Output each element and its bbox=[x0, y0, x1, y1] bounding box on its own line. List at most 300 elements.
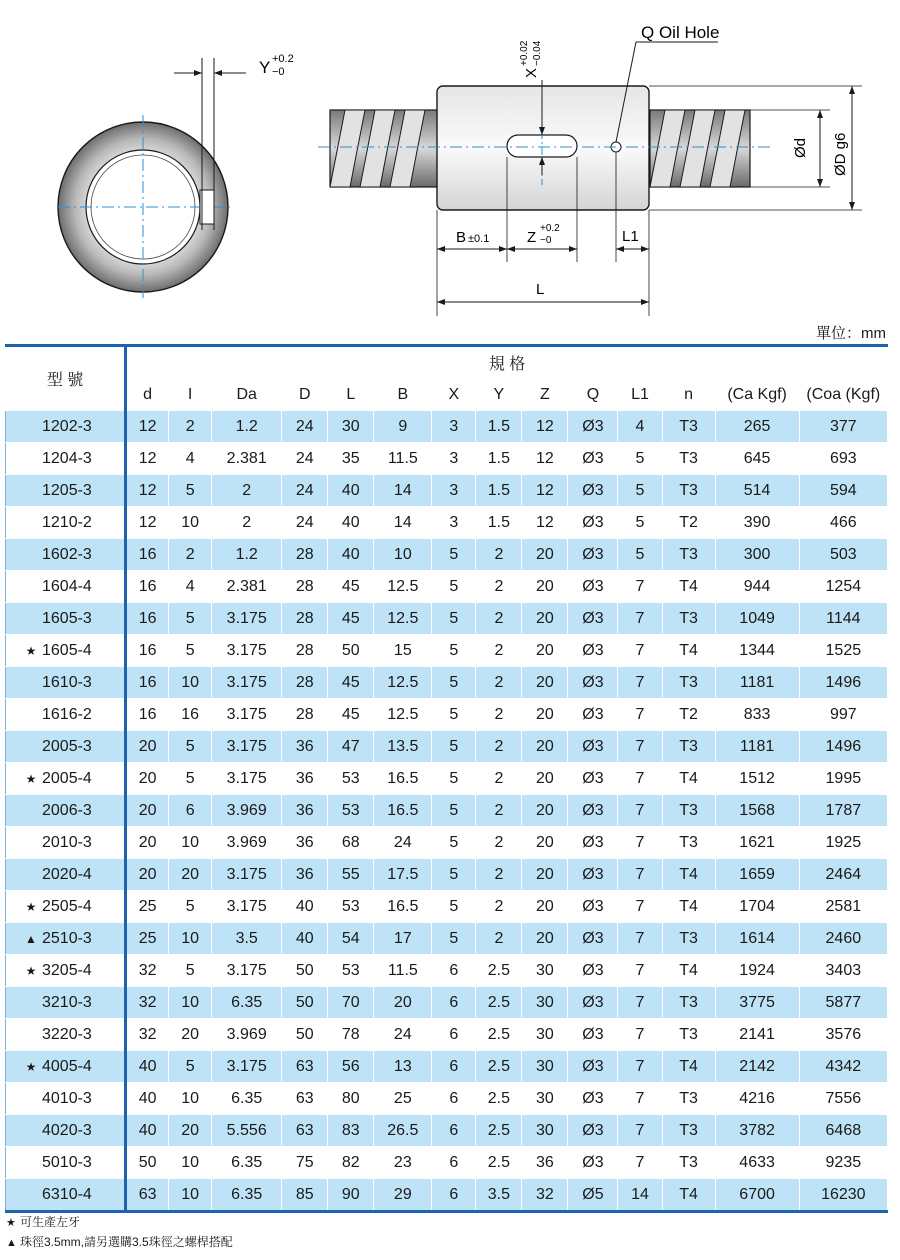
table-cell: 7 bbox=[618, 699, 662, 731]
table-cell: 16230 bbox=[799, 1179, 887, 1212]
table-cell: 1512 bbox=[715, 763, 799, 795]
table-cell: 14 bbox=[374, 507, 432, 539]
table-cell: 390 bbox=[715, 507, 799, 539]
table-cell: 1496 bbox=[799, 731, 887, 763]
table-cell: T4 bbox=[662, 571, 715, 603]
table-cell: 30 bbox=[522, 1051, 568, 1083]
table-cell: 645 bbox=[715, 443, 799, 475]
table-cell: 5 bbox=[432, 699, 476, 731]
table-cell: 300 bbox=[715, 539, 799, 571]
y-tol-upper: +0.2 bbox=[272, 53, 294, 65]
table-cell: 3.5 bbox=[476, 1179, 522, 1212]
table-cell: 2.5 bbox=[476, 1051, 522, 1083]
table-cell: 5 bbox=[169, 731, 212, 763]
table-cell: 24 bbox=[282, 507, 328, 539]
table-cell: 5 bbox=[169, 603, 212, 635]
table-cell: Ø3 bbox=[568, 955, 618, 987]
table-cell: 53 bbox=[328, 795, 374, 827]
y-tol-lower: −0 bbox=[272, 66, 285, 78]
table-cell: 20 bbox=[169, 859, 212, 891]
table-cell: 2141 bbox=[715, 1019, 799, 1051]
table-cell: 1525 bbox=[799, 635, 887, 667]
table-cell: 30 bbox=[328, 411, 374, 443]
model-number: 1605-4 bbox=[42, 641, 92, 659]
table-cell: 2142 bbox=[715, 1051, 799, 1083]
column-header: (Ca Kgf) bbox=[715, 379, 799, 411]
table-cell: 82 bbox=[328, 1147, 374, 1179]
table-cell: 28 bbox=[282, 667, 328, 699]
table-cell: 63 bbox=[282, 1083, 328, 1115]
table-cell: 2 bbox=[476, 699, 522, 731]
table-cell: 1496 bbox=[799, 667, 887, 699]
model-cell bbox=[6, 507, 126, 539]
table-cell: T4 bbox=[662, 763, 715, 795]
table-cell: 6 bbox=[432, 1019, 476, 1051]
table-cell: 2.381 bbox=[212, 443, 282, 475]
table-cell: Ø3 bbox=[568, 731, 618, 763]
table-cell: 13.5 bbox=[374, 731, 432, 763]
table-cell: 10 bbox=[374, 539, 432, 571]
table-cell: 20 bbox=[522, 699, 568, 731]
table-cell: 45 bbox=[328, 667, 374, 699]
table-row bbox=[6, 699, 888, 731]
table-cell: 10 bbox=[169, 667, 212, 699]
table-cell: 12.5 bbox=[374, 699, 432, 731]
table-cell: 5 bbox=[432, 891, 476, 923]
table-cell: 16 bbox=[126, 635, 169, 667]
table-cell: 503 bbox=[799, 539, 887, 571]
table-cell: 28 bbox=[282, 603, 328, 635]
model-number: 4010-3 bbox=[42, 1089, 92, 1107]
model-cell bbox=[6, 571, 126, 603]
table-cell: T3 bbox=[662, 1083, 715, 1115]
table-cell: 9235 bbox=[799, 1147, 887, 1179]
model-mark: ★ bbox=[25, 899, 37, 914]
table-cell: 7 bbox=[618, 635, 662, 667]
table-cell: 2 bbox=[476, 891, 522, 923]
table-cell: 36 bbox=[282, 763, 328, 795]
table-cell: 12 bbox=[522, 411, 568, 443]
table-cell: 3.175 bbox=[212, 955, 282, 987]
table-cell: 7 bbox=[618, 1019, 662, 1051]
table-cell: 3 bbox=[432, 411, 476, 443]
l1-label: L1 bbox=[622, 228, 639, 245]
table-cell: 5 bbox=[432, 667, 476, 699]
model-number: 2020-4 bbox=[42, 865, 92, 883]
table-cell: T4 bbox=[662, 635, 715, 667]
table-cell: 3403 bbox=[799, 955, 887, 987]
table-cell: 5.556 bbox=[212, 1115, 282, 1147]
table-cell: 265 bbox=[715, 411, 799, 443]
table-cell: T3 bbox=[662, 1115, 715, 1147]
table-cell: 20 bbox=[126, 763, 169, 795]
table-cell: T3 bbox=[662, 603, 715, 635]
table-cell: 2 bbox=[476, 635, 522, 667]
table-cell: 1.5 bbox=[476, 443, 522, 475]
table-cell: 36 bbox=[522, 1147, 568, 1179]
table-cell: 20 bbox=[169, 1019, 212, 1051]
table-cell: 50 bbox=[126, 1147, 169, 1179]
table-row bbox=[6, 1019, 888, 1051]
table-cell: 594 bbox=[799, 475, 887, 507]
column-header: L1 bbox=[618, 379, 662, 411]
table-row bbox=[6, 507, 888, 539]
table-cell: 3.5 bbox=[212, 923, 282, 955]
table-cell: 5 bbox=[432, 539, 476, 571]
table-cell: 12 bbox=[126, 475, 169, 507]
table-cell: 2.381 bbox=[212, 571, 282, 603]
table-cell: 10 bbox=[169, 1147, 212, 1179]
table-cell: Ø3 bbox=[568, 763, 618, 795]
table-cell: 55 bbox=[328, 859, 374, 891]
table-cell: 35 bbox=[328, 443, 374, 475]
d-label: Ød bbox=[792, 137, 809, 158]
table-cell: 3775 bbox=[715, 987, 799, 1019]
column-header: I bbox=[169, 379, 212, 411]
table-row bbox=[6, 1083, 888, 1115]
table-cell: 20 bbox=[522, 923, 568, 955]
model-cell bbox=[6, 699, 126, 731]
table-row bbox=[6, 1115, 888, 1147]
table-cell: 5 bbox=[169, 475, 212, 507]
table-cell: T3 bbox=[662, 731, 715, 763]
table-cell: 6.35 bbox=[212, 987, 282, 1019]
table-cell: T3 bbox=[662, 475, 715, 507]
table-cell: 12 bbox=[522, 443, 568, 475]
table-cell: T4 bbox=[662, 859, 715, 891]
table-cell: Ø3 bbox=[568, 475, 618, 507]
table-cell: 45 bbox=[328, 571, 374, 603]
table-cell: 70 bbox=[328, 987, 374, 1019]
table-cell: 5 bbox=[432, 923, 476, 955]
table-cell: T4 bbox=[662, 955, 715, 987]
table-cell: 6468 bbox=[799, 1115, 887, 1147]
table-cell: 20 bbox=[374, 987, 432, 1019]
table-cell: 3 bbox=[432, 507, 476, 539]
table-cell: 1.2 bbox=[212, 539, 282, 571]
model-number: 2005-4 bbox=[42, 769, 92, 787]
table-cell: T3 bbox=[662, 411, 715, 443]
table-cell: 944 bbox=[715, 571, 799, 603]
model-cell bbox=[6, 1019, 126, 1051]
table-cell: 32 bbox=[126, 987, 169, 1019]
table-cell: 45 bbox=[328, 603, 374, 635]
table-cell: 7 bbox=[618, 859, 662, 891]
model-number: 3220-3 bbox=[42, 1025, 92, 1043]
model-cell bbox=[6, 1147, 126, 1179]
table-cell: 24 bbox=[282, 443, 328, 475]
notes bbox=[6, 1213, 233, 1253]
end-view bbox=[58, 58, 246, 298]
column-header: (Coa (Kgf) bbox=[799, 379, 887, 411]
table-cell: 2 bbox=[169, 411, 212, 443]
model-number: 2010-3 bbox=[42, 833, 92, 851]
table-cell: 5 bbox=[432, 571, 476, 603]
table-cell: 1568 bbox=[715, 795, 799, 827]
table-cell: 10 bbox=[169, 1083, 212, 1115]
table-cell: 63 bbox=[126, 1179, 169, 1212]
table-cell: 3.175 bbox=[212, 603, 282, 635]
table-cell: 5 bbox=[432, 763, 476, 795]
table-cell: 12 bbox=[126, 443, 169, 475]
table-cell: 10 bbox=[169, 1179, 212, 1212]
model-cell bbox=[6, 475, 126, 507]
model-cell bbox=[6, 411, 126, 443]
spec-header: 規 格 bbox=[126, 346, 888, 379]
table-row bbox=[6, 955, 888, 987]
table-cell: 36 bbox=[282, 859, 328, 891]
table-cell: 56 bbox=[328, 1051, 374, 1083]
table-cell: 3.175 bbox=[212, 667, 282, 699]
table-cell: 10 bbox=[169, 923, 212, 955]
table-cell: 40 bbox=[328, 475, 374, 507]
model-mark: ★ bbox=[25, 963, 37, 978]
table-cell: Ø3 bbox=[568, 923, 618, 955]
table-cell: 50 bbox=[282, 1019, 328, 1051]
table-cell: 3.969 bbox=[212, 1019, 282, 1051]
model-mark: ▲ bbox=[25, 931, 37, 946]
table-cell: 1995 bbox=[799, 763, 887, 795]
note-ball-size: ▲ 珠徑3.5mm,請另選購3.5珠徑之螺桿搭配 bbox=[6, 1235, 233, 1249]
model-cell bbox=[6, 731, 126, 763]
table-row bbox=[6, 1179, 888, 1212]
table-cell: 10 bbox=[169, 507, 212, 539]
table-cell: 2 bbox=[476, 827, 522, 859]
table-cell: T3 bbox=[662, 443, 715, 475]
table-cell: 30 bbox=[522, 955, 568, 987]
model-cell bbox=[6, 443, 126, 475]
table-cell: 1614 bbox=[715, 923, 799, 955]
table-cell: 20 bbox=[522, 763, 568, 795]
model-cell bbox=[6, 1083, 126, 1115]
table-cell: 1621 bbox=[715, 827, 799, 859]
table-cell: 377 bbox=[799, 411, 887, 443]
table-cell: 5 bbox=[169, 891, 212, 923]
table-cell: 5 bbox=[618, 539, 662, 571]
table-cell: 16 bbox=[126, 571, 169, 603]
spec-table bbox=[5, 344, 888, 1213]
table-cell: 2.5 bbox=[476, 1115, 522, 1147]
table-row bbox=[6, 571, 888, 603]
table-cell: T2 bbox=[662, 699, 715, 731]
table-cell: 2.5 bbox=[476, 1083, 522, 1115]
table-cell: 1181 bbox=[715, 667, 799, 699]
table-cell: Ø3 bbox=[568, 1019, 618, 1051]
column-header: Z bbox=[522, 379, 568, 411]
table-cell: 7 bbox=[618, 1115, 662, 1147]
table-row bbox=[6, 443, 888, 475]
table-cell: 9 bbox=[374, 411, 432, 443]
table-cell: 7 bbox=[618, 731, 662, 763]
table-cell: 2 bbox=[476, 795, 522, 827]
table-cell: 10 bbox=[169, 827, 212, 859]
table-cell: 7 bbox=[618, 1051, 662, 1083]
model-cell bbox=[6, 955, 126, 987]
table-cell: 40 bbox=[282, 923, 328, 955]
table-cell: Ø3 bbox=[568, 443, 618, 475]
table-cell: 75 bbox=[282, 1147, 328, 1179]
table-cell: 25 bbox=[126, 891, 169, 923]
table-cell: 7 bbox=[618, 955, 662, 987]
table-cell: 53 bbox=[328, 955, 374, 987]
table-cell: Ø3 bbox=[568, 1115, 618, 1147]
table-cell: 7 bbox=[618, 827, 662, 859]
table-cell: Ø5 bbox=[568, 1179, 618, 1212]
table-cell: 1049 bbox=[715, 603, 799, 635]
table-cell: 7 bbox=[618, 923, 662, 955]
model-cell bbox=[6, 763, 126, 795]
table-cell: 7 bbox=[618, 667, 662, 699]
model-cell bbox=[6, 539, 126, 571]
table-cell: 16 bbox=[126, 539, 169, 571]
table-cell: 47 bbox=[328, 731, 374, 763]
table-cell: 2 bbox=[476, 859, 522, 891]
model-cell bbox=[6, 1051, 126, 1083]
table-cell: 3.175 bbox=[212, 891, 282, 923]
table-cell: 12 bbox=[522, 475, 568, 507]
table-cell: 6 bbox=[432, 1115, 476, 1147]
table-cell: 20 bbox=[522, 571, 568, 603]
table-cell: 1.2 bbox=[212, 411, 282, 443]
table-cell: 80 bbox=[328, 1083, 374, 1115]
oil-hole-label: Q Oil Hole bbox=[641, 23, 720, 42]
table-cell: 6 bbox=[432, 955, 476, 987]
table-cell: T4 bbox=[662, 891, 715, 923]
model-number: 1205-3 bbox=[42, 481, 92, 499]
table-cell: 4 bbox=[169, 443, 212, 475]
table-cell: 68 bbox=[328, 827, 374, 859]
table-cell: 3.969 bbox=[212, 827, 282, 859]
table-cell: 45 bbox=[328, 699, 374, 731]
table-cell: Ø3 bbox=[568, 667, 618, 699]
table-cell: 6 bbox=[432, 1147, 476, 1179]
model-cell bbox=[6, 923, 126, 955]
z-tol-upper: +0.2 bbox=[540, 223, 560, 234]
table-cell: Ø3 bbox=[568, 1147, 618, 1179]
table-cell: 50 bbox=[328, 635, 374, 667]
model-cell bbox=[6, 859, 126, 891]
table-row bbox=[6, 827, 888, 859]
table-cell: 53 bbox=[328, 891, 374, 923]
table-cell: 12.5 bbox=[374, 603, 432, 635]
table-cell: 30 bbox=[522, 1019, 568, 1051]
table-cell: T3 bbox=[662, 667, 715, 699]
table-cell: 32 bbox=[126, 955, 169, 987]
table-row bbox=[6, 1051, 888, 1083]
technical-drawing bbox=[0, 0, 900, 330]
table-cell: 3.175 bbox=[212, 731, 282, 763]
column-header: Y bbox=[476, 379, 522, 411]
table-cell: 7 bbox=[618, 571, 662, 603]
table-row bbox=[6, 411, 888, 443]
model-mark: ★ bbox=[25, 643, 37, 658]
table-cell: 3782 bbox=[715, 1115, 799, 1147]
table-cell: 13 bbox=[374, 1051, 432, 1083]
table-cell: T2 bbox=[662, 507, 715, 539]
b-label: B bbox=[456, 229, 467, 246]
table-cell: 6 bbox=[432, 1051, 476, 1083]
table-row bbox=[6, 987, 888, 1019]
table-cell: 16.5 bbox=[374, 763, 432, 795]
table-cell: T3 bbox=[662, 1019, 715, 1051]
table-cell: 997 bbox=[799, 699, 887, 731]
table-cell: 90 bbox=[328, 1179, 374, 1212]
model-header: 型 號 bbox=[6, 346, 126, 411]
table-cell: 16.5 bbox=[374, 795, 432, 827]
table-cell: 54 bbox=[328, 923, 374, 955]
model-cell bbox=[6, 603, 126, 635]
table-cell: 24 bbox=[282, 475, 328, 507]
table-cell: 5 bbox=[618, 475, 662, 507]
table-cell: 10 bbox=[169, 987, 212, 1019]
model-number: 1210-2 bbox=[42, 513, 92, 531]
table-cell: 5877 bbox=[799, 987, 887, 1019]
model-cell bbox=[6, 667, 126, 699]
table-cell: 833 bbox=[715, 699, 799, 731]
table-cell: Ø3 bbox=[568, 699, 618, 731]
table-cell: T3 bbox=[662, 987, 715, 1019]
table-cell: 20 bbox=[522, 891, 568, 923]
table-cell: 2464 bbox=[799, 859, 887, 891]
table-cell: 32 bbox=[522, 1179, 568, 1212]
table-cell: 28 bbox=[282, 571, 328, 603]
table-cell: 7 bbox=[618, 891, 662, 923]
table-cell: 16 bbox=[126, 699, 169, 731]
table-cell: 2 bbox=[476, 731, 522, 763]
table-cell: 5 bbox=[432, 731, 476, 763]
table-cell: 1659 bbox=[715, 859, 799, 891]
x-tol-upper: +0.02 bbox=[519, 40, 530, 66]
table-cell: 3.175 bbox=[212, 859, 282, 891]
table-cell: 2.5 bbox=[476, 1147, 522, 1179]
table-cell: Ø3 bbox=[568, 571, 618, 603]
table-row bbox=[6, 603, 888, 635]
table-cell: 7 bbox=[618, 763, 662, 795]
unit-label: 單位：mm bbox=[816, 325, 886, 342]
table-cell: 63 bbox=[282, 1115, 328, 1147]
table-cell: 30 bbox=[522, 987, 568, 1019]
table-cell: 17.5 bbox=[374, 859, 432, 891]
table-cell: 30 bbox=[522, 1115, 568, 1147]
D-label: ØD g6 bbox=[832, 132, 849, 176]
table-cell: 40 bbox=[282, 891, 328, 923]
table-cell: 78 bbox=[328, 1019, 374, 1051]
table-cell: 3576 bbox=[799, 1019, 887, 1051]
x-tol-lower: −0.04 bbox=[532, 40, 543, 66]
table-cell: 40 bbox=[328, 507, 374, 539]
model-number: 2005-3 bbox=[42, 737, 92, 755]
table-cell: 4633 bbox=[715, 1147, 799, 1179]
model-number: 1202-3 bbox=[42, 417, 92, 435]
table-cell: 28 bbox=[282, 699, 328, 731]
table-cell: 32 bbox=[126, 1019, 169, 1051]
model-mark: ★ bbox=[25, 771, 37, 786]
table-cell: 20 bbox=[126, 859, 169, 891]
table-cell: 3.175 bbox=[212, 763, 282, 795]
table-cell: 14 bbox=[618, 1179, 662, 1212]
table-cell: 28 bbox=[282, 539, 328, 571]
table-cell: 466 bbox=[799, 507, 887, 539]
table-cell: 29 bbox=[374, 1179, 432, 1212]
table-cell: 20 bbox=[126, 795, 169, 827]
table-cell: 12.5 bbox=[374, 667, 432, 699]
table-cell: 3.175 bbox=[212, 699, 282, 731]
table-cell: T4 bbox=[662, 1179, 715, 1212]
table-cell: Ø3 bbox=[568, 411, 618, 443]
table-cell: Ø3 bbox=[568, 987, 618, 1019]
table-cell: 17 bbox=[374, 923, 432, 955]
model-number: 3205-4 bbox=[42, 961, 92, 979]
